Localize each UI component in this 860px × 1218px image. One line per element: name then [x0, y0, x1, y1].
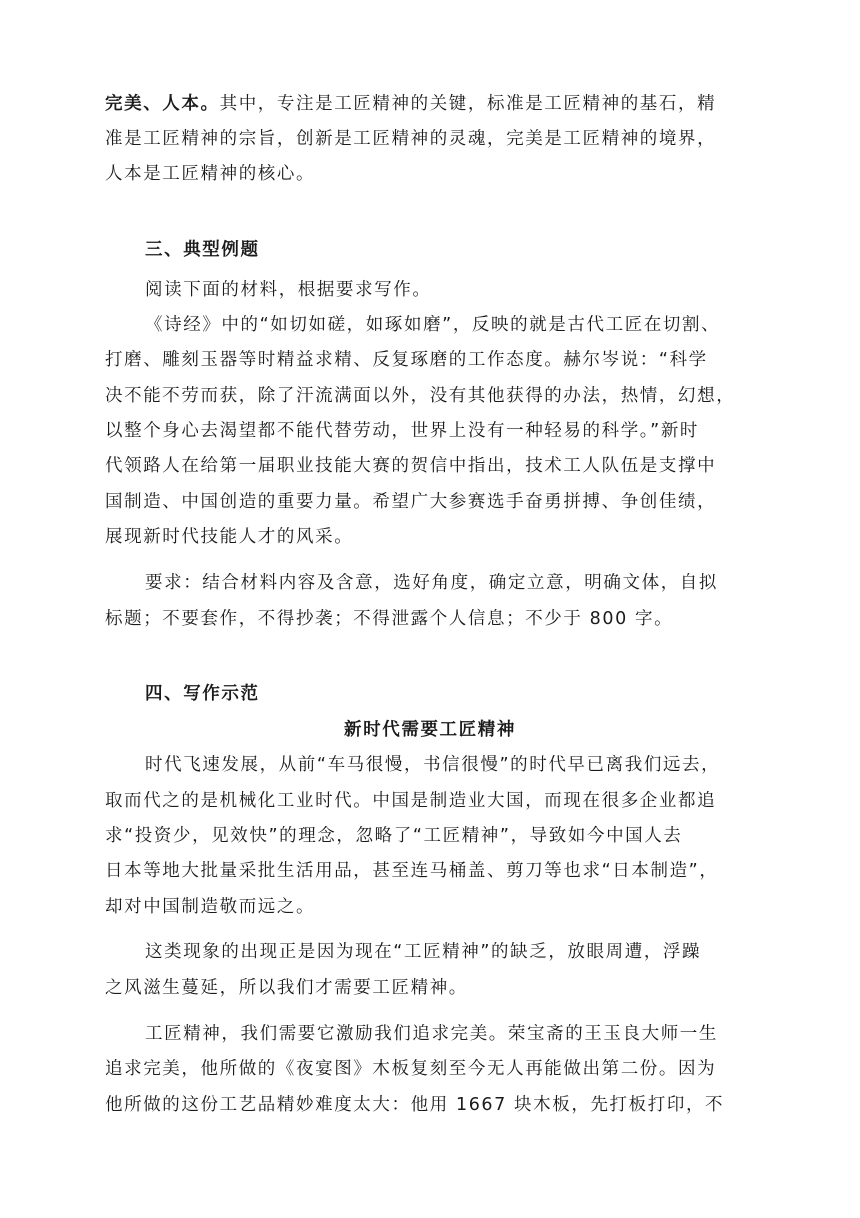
essay-para-1-line: 时代飞速发展，从前“车马很慢，书信很慢”的时代早已离我们远去，: [145, 755, 721, 775]
section-3-instruction: 阅读下面的材料，根据要求写作。: [145, 280, 432, 300]
material-line: 决不能不劳而获，除了汗流满面以外，没有其他获得的办法，热情，幻想，: [105, 386, 736, 406]
material-line: 以整个身心去渴望都不能代替劳动，世界上没有一种轻易的科学。”新时: [105, 421, 700, 441]
section-3-heading: 三、典型例题: [145, 240, 260, 260]
intro-line-1: [105, 92, 755, 116]
material-line: 代领路人在给第一届职业技能大赛的贺信中指出，技术工人队伍是支撑中: [105, 456, 717, 476]
intro-line-2: 准是工匠精神的宗旨，创新是工匠精神的灵魂，完美是工匠精神的境界，: [105, 129, 717, 149]
material-line: 打磨、雕刻玉器等时精益求精、反复琢磨的工作态度。赫尔岑说：“科学: [105, 350, 708, 370]
essay-para-1-line: 求“投资少，见效快”的理念，忽略了“工匠精神”，导致如今中国人去: [105, 826, 683, 846]
essay-para-2-line: 这类现象的出现正是因为现在“工匠精神”的缺乏，放眼周遭，浮躁: [145, 942, 702, 962]
essay-para-1-line: 取而代之的是机械化工业时代。中国是制造业大国，而现在很多企业都追: [105, 791, 717, 811]
intro-line-3: 人本是工匠精神的核心。: [105, 164, 316, 184]
requirement-line: 要求：结合材料内容及含意，选好角度，确定立意，明确文体，自拟: [145, 573, 718, 593]
requirement-line: 标题；不要套作，不得抄袭；不得泄露个人信息；不少于 800 字。: [105, 609, 674, 629]
intro-line-1-rest: 其中，专注是工匠精神的关键，标准是工匠精神的基石，精: [219, 94, 717, 114]
essay-para-3-line: 工匠精神，我们需要它激励我们追求完美。荣宝斋的王玉良大师一生: [145, 1024, 718, 1044]
essay-para-3-line: 追求完美，他所做的《夜宴图》木板复刻至今无人再能做出第二份。因为: [105, 1059, 717, 1079]
essay-title: 新时代需要工匠精神: [344, 720, 516, 740]
intro-bold-lead: 完美、人本。: [105, 94, 220, 114]
essay-para-3-line: 他所做的这份工艺品精妙难度太大：他用 1667 块木板，先打板打印，不: [105, 1095, 725, 1115]
material-line: 《诗经》中的“如切如磋，如琢如磨”，反映的就是古代工匠在切割、: [145, 315, 721, 335]
essay-para-1-line: 却对中国制造敬而远之。: [105, 897, 316, 917]
essay-para-1-line: 日本等地大批量采批生活用品，甚至连马桶盖、剪刀等也求“日本制造”，: [105, 861, 719, 881]
essay-para-2-line: 之风滋生蔓延，所以我们才需要工匠精神。: [105, 978, 468, 998]
material-line: 展现新时代技能人才的风采。: [105, 527, 354, 547]
material-line: 国制造、中国创造的重要力量。希望广大参赛选手奋勇拼搏、争创佳绩，: [105, 492, 717, 512]
section-4-heading: 四、写作示范: [145, 684, 260, 704]
